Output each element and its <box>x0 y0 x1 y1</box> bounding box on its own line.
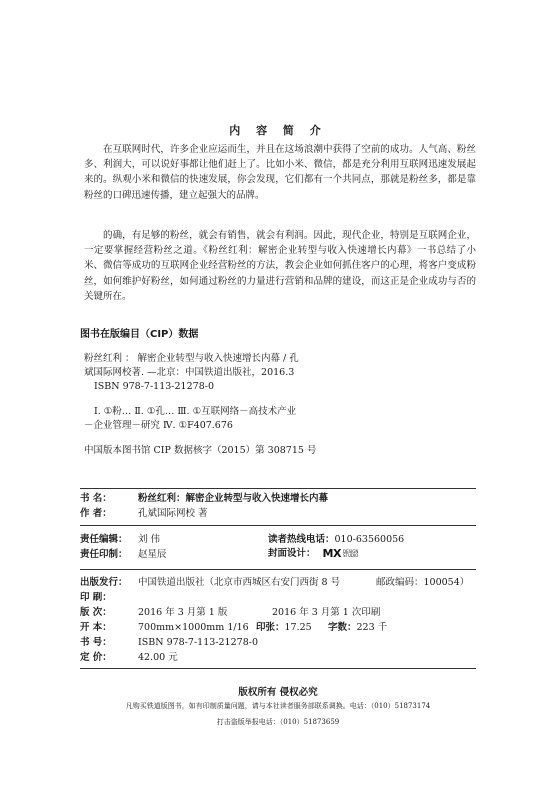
words-row <box>328 621 387 634</box>
printer-key: 印 刷： <box>80 592 112 603</box>
cip-line-2: 斌国际网校著. —北京：中国铁道出版社，2016.3 <box>84 367 295 378</box>
divider-3 <box>80 569 476 570</box>
printer-row <box>80 591 138 604</box>
hotline-row <box>268 533 404 546</box>
cip-line-1: 粉丝红利 ： 解密企业转型与收入快速增长内幕 / 孔 <box>84 353 299 364</box>
cip-classification <box>84 405 444 433</box>
book-title-row <box>80 492 328 505</box>
quality-notice: 凡购买铁道版图书，如有印制质量问题，请与本社读者服务部联系调换。电话：（010）51873174 <box>125 702 431 710</box>
editor-value: 刘 伟 <box>138 534 161 545</box>
words-key: 字数： <box>328 622 357 633</box>
summary-paragraph-1 <box>84 142 476 203</box>
mx-logo-subtext <box>343 550 358 558</box>
print-editor-row <box>80 548 167 561</box>
summary-paragraph-1-text: 在互联网时代，许多企业应运而生，并且在这场浪潮中获得了空前的成功。人气高、粉丝多、利润大，可以说好事都让他们赶上了。比如小米、微信，都是充分利用互联网迅速发展起来的。纵观小米和微信的快速发展，你会发现，它们都有一个共同点，那就是粉丝多，都是靠粉丝的口碑迅速传播，建立起强大的品牌。 <box>84 144 476 201</box>
mx-logo-sub2: STUDIO <box>342 552 359 558</box>
format-row <box>80 621 249 634</box>
divider-top <box>80 488 476 489</box>
sheets-key: 印张： <box>256 622 285 633</box>
isbn-row <box>80 636 258 649</box>
cover-design-key: 封面设计： <box>268 548 316 559</box>
isbn-key: 书 号： <box>80 637 112 648</box>
format-key: 开 本： <box>80 622 112 633</box>
words-value: 223 千 <box>356 622 388 633</box>
edition-key: 版 次： <box>80 607 112 618</box>
divider-2 <box>80 525 476 526</box>
edition-row <box>80 606 227 619</box>
cip-heading: 图书在版编目（CIP）数据 <box>80 329 199 340</box>
cip-line-3: ISBN 978-7-113-21278-0 <box>94 381 214 392</box>
divider-bottom <box>80 668 476 669</box>
cip-record <box>84 352 444 394</box>
editor-row <box>80 533 160 546</box>
sheets-value: 17.25 <box>284 622 312 633</box>
hotline-key: 读者热线电话： <box>268 534 335 545</box>
cip-line-5: －企业管理－研究 Ⅳ. ①F407.676 <box>84 420 233 431</box>
issuer-key: 出版发行： <box>80 577 128 588</box>
rights-notice: 版权所有 侵权必究 <box>238 687 318 698</box>
print-editor-key: 责任印制： <box>80 549 128 560</box>
edition-value: 2016 年 3 月第 1 版 <box>138 607 228 618</box>
cip-line-4: Ⅰ. ①粉… Ⅱ. ①孔… Ⅲ. ①互联网络－高技术产业 <box>94 406 297 417</box>
editor-key: 责任编辑： <box>80 534 128 545</box>
format-value: 700mm×1000mm 1/16 <box>138 622 249 633</box>
price-key: 定 价： <box>80 652 112 663</box>
summary-paragraph-2-text: 的确，有足够的粉丝，就会有销售，就会有利润。因此，现代企业，特别是互联网企业，一定要掌握经营粉丝之道。《粉丝红利：解密企业转型与收入快速增长内幕》一书总结了小米、微信等成功的互联网企业经营粉丝的方法，教会企业如何抓住客户的心理，将客户变成粉丝，如何维护好粉丝，如何通过粉丝的力量进行营销和品牌的建设，而这正是企业成功与否的关键所在。 <box>84 230 476 302</box>
issuer-row <box>80 576 340 589</box>
isbn-value: ISBN 978-7-113-21278-0 <box>138 637 258 648</box>
cip-line-6: 中国版本图书馆 CIP 数据核字（2015）第 308715 号 <box>84 445 317 456</box>
summary-title: 内 容 简 介 <box>229 124 327 137</box>
issuer-value: 中国铁道出版社（北京市西城区右安门西街 8 号 <box>138 577 341 588</box>
book-author-key: 作 者： <box>80 508 112 519</box>
book-title-key: 书 名： <box>80 493 112 504</box>
printing-value: 2016 年 3 月第 1 次印刷 <box>272 607 381 618</box>
sheets-row <box>256 621 312 634</box>
price-value: 42.00 元 <box>138 652 178 663</box>
cip-verification <box>84 444 444 458</box>
book-title-value: 粉丝红利：解密企业转型与收入快速增长内幕 <box>138 493 329 504</box>
price-row <box>80 651 178 664</box>
summary-paragraph-2 <box>84 228 476 304</box>
book-author-value: 孔斌国际网校 著 <box>138 508 208 519</box>
mx-logo-sub1: DESIGN <box>342 548 359 554</box>
hotline-value: 010-63560056 <box>334 534 405 545</box>
mx-logo-mark: MX <box>322 547 341 560</box>
piracy-hotline: 打击盗版举报电话：（010）51873659 <box>216 718 340 726</box>
zip-text: 邮政编码：100054） <box>376 577 470 588</box>
mx-design-logo <box>323 547 359 560</box>
book-author-row <box>80 507 208 520</box>
print-editor-value: 赵星辰 <box>138 549 167 560</box>
cover-design-row <box>268 547 358 560</box>
